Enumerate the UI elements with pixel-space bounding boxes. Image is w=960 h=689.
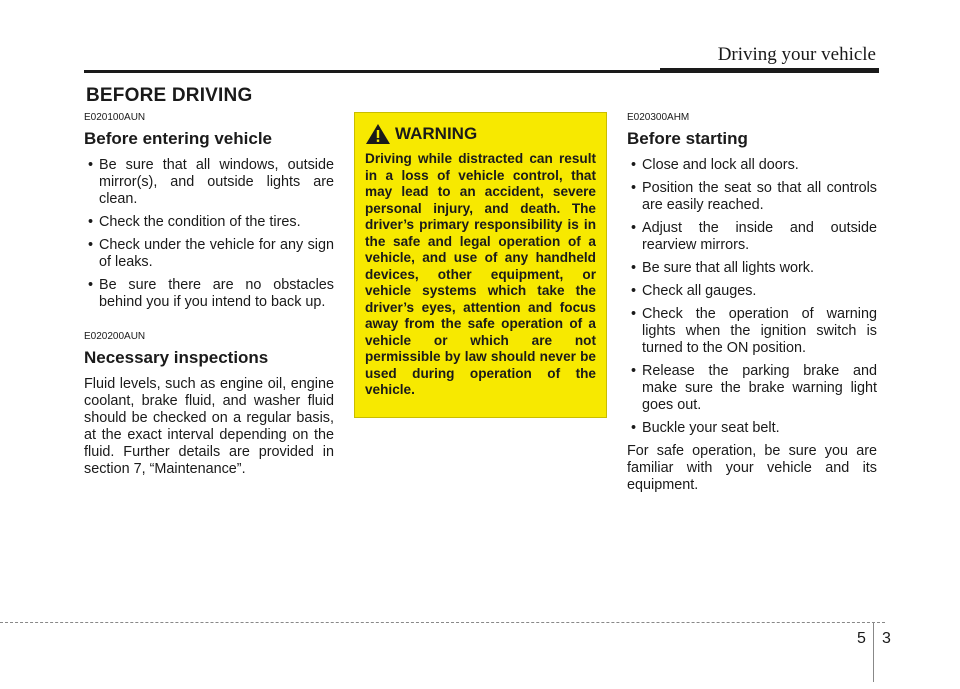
list-item: • Check under the vehicle for any sign of leaks.	[84, 237, 334, 271]
list-item: • Buckle your seat belt.	[627, 420, 877, 437]
before-starting-closing: For safe operation, be sure you are familiar with your vehicle and its equipment.	[627, 443, 877, 493]
before-entering-heading: Before entering vehicle	[84, 129, 273, 148]
warning-box	[354, 112, 607, 418]
before-starting-heading: Before starting	[627, 129, 748, 148]
warning-triangle-icon	[365, 123, 391, 145]
page-header-title: Driving your vehicle	[717, 44, 876, 65]
footer-divider	[873, 622, 874, 682]
list-item: • Adjust the inside and outside rearview mirrors.	[627, 220, 877, 254]
warning-header	[365, 123, 596, 145]
inspections-text: Fluid levels, such as engine oil, engine coolant, brake fluid, and washer fluid should be checked on a regular basis, at the exact interval depending on the fluid. Further details are provided in section 7, “Maintenance”.	[84, 376, 334, 477]
list-item: • Release the parking brake and make sure the brake warning light goes out.	[627, 363, 877, 414]
header-rule-accent	[660, 68, 879, 73]
inspections-heading: Necessary inspections	[84, 348, 269, 367]
warning-title: WARNING	[395, 124, 478, 143]
page-number: 3	[882, 630, 891, 647]
list-item: • Be sure there are no obstacles behind you if you intend to back up.	[84, 277, 334, 311]
chapter-number: 5	[857, 630, 866, 647]
list-item: • Check the operation of warning lights when the ignition switch is turned to the ON position.	[627, 306, 877, 357]
list-item: • Check the condition of the tires.	[84, 214, 334, 231]
list-item: • Be sure that all windows, outside mirror(s), and outside lights are clean.	[84, 157, 334, 208]
left-column	[84, 112, 334, 478]
list-item: • Be sure that all lights work.	[627, 260, 877, 277]
section-title: BEFORE DRIVING	[86, 85, 253, 106]
section-code: E020200AUN	[84, 331, 146, 342]
section-code: E020100AUN	[84, 112, 146, 123]
before-entering-list	[84, 157, 334, 311]
list-item: • Check all gauges.	[627, 283, 877, 300]
right-column	[627, 112, 877, 494]
before-starting-list	[627, 157, 877, 437]
list-item: • Close and lock all doors.	[627, 157, 877, 174]
list-item: • Position the seat so that all controls are easily reached.	[627, 180, 877, 214]
warning-text: Driving while distracted can result in a loss of vehicle control, that may lead to an accident, severe personal injury, and death. The driver’s primary responsibility is in the safe and legal operation of a vehicle, and use of any handheld devices, other equipment, or vehicle systems which take the driver’s eyes, attention and focus away from the safe operation of a vehicle or which are not permissible by law should never be used during operation of the vehicle.	[365, 151, 596, 397]
section-code: E020300AHM	[627, 112, 690, 123]
footer-rule	[0, 622, 885, 623]
